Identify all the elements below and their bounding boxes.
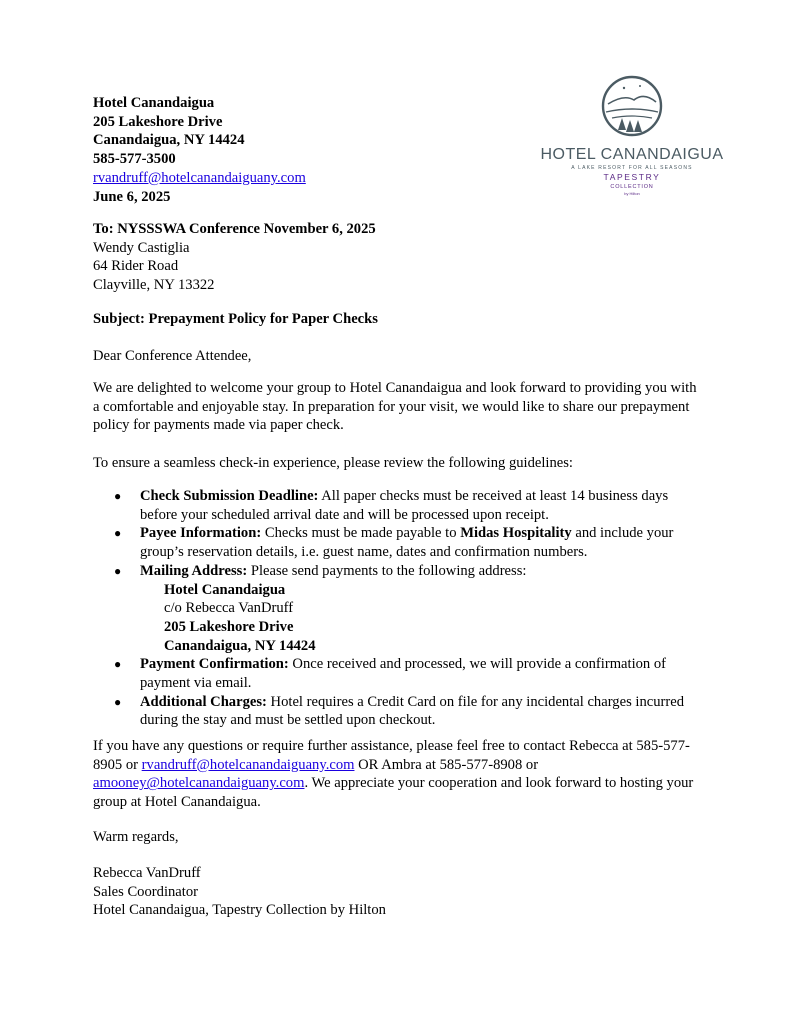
list-item [93,562,703,656]
signature-org: Hotel Canandaigua, Tapestry Collection by Hilton [93,902,386,919]
payee-name: Midas Hospitality [460,525,572,542]
logo-name: HOTEL CANANDAIGUA [540,146,724,163]
signature-block [93,864,703,920]
list-item [93,524,703,561]
mail-street: 205 Lakeshore Drive [164,618,294,635]
logo-hilton: by Hilton [624,191,640,196]
guidelines-list [93,487,703,730]
list-item [93,655,703,692]
signoff: Warm regards, [93,829,179,845]
to-line: To: NYSSSWA Conference November 6, 2025 [93,221,376,237]
mail-name: Hotel Canandaigua [164,581,286,598]
sender-street: 205 Lakeshore Drive [93,113,223,130]
payee-title: Payee Information: [140,525,262,542]
sender-city: Canandaigua, NY 14424 [93,132,245,149]
bullet-icon: ● [114,694,122,709]
guidelines-intro: To ensure a seamless check-in experience, please review the following guidelines: [93,455,573,471]
sender-name: Hotel Canandaigua [93,95,215,111]
logo-tagline: A LAKE RESORT FOR ALL SEASONS [571,165,693,171]
closing-text-1: If you have any questions or require further assistance, please feel free to contact Rebecca at 585-577- 8905 or [93,738,690,773]
mailing-text: Please send payments to the following address: [247,562,527,579]
hotel-logo-graphic [532,74,732,204]
payee-text-2: and include your group’s reservation details, i.e. guest name, dates and confirmation numbers. [140,525,674,561]
letter-date: June 6, 2025 [93,188,171,205]
mail-co: c/o Rebecca VanDruff [164,600,294,617]
subject-line: Subject: Prepayment Policy for Paper Checks [93,311,378,327]
mail-city: Canandaigua, NY 14424 [164,637,316,654]
logo-tapestry: TAPESTRY [603,172,661,182]
deadline-title: Check Submission Deadline: [140,488,319,504]
charges-title: Additional Charges: [140,693,267,710]
closing-paragraph [93,737,703,812]
ambra-email-link[interactable]: amooney@hotelcanandaiguany.com [93,775,305,792]
charges-text: Hotel requires a Credit Card on file for any incidental charges incurred during the stay and must be settled upon checkout. [140,693,685,729]
hotel-logo [532,74,732,204]
confirm-title: Payment Confirmation: [140,656,289,673]
intro-paragraph: We are delighted to welcome your group to Hotel Canandaigua and look forward to providing you with a comfortable and enjoyable stay. In preparation for your visit, we would like to share our prepayment policy for payments made via paper check. [93,380,697,434]
mailing-title: Mailing Address: [140,562,248,579]
bullet-icon: ● [114,563,122,578]
logo-collection: COLLECTION [610,184,654,190]
salutation: Dear Conference Attendee, [93,348,252,364]
bullet-icon: ● [114,526,122,541]
signature-name: Rebecca VanDruff [93,865,201,881]
bullet-icon: ● [114,489,122,503]
payee-text: Checks must be made payable to [261,525,461,542]
closing-text-3: . We appreciate your cooperation and look forward to hosting your group at Hotel Canandaigua. [93,775,694,811]
rebecca-email-link[interactable]: rvandruff@hotelcanandaiguany.com [141,756,355,773]
recipient-street: 64 Rider Road [93,258,179,275]
signature-title: Sales Coordinator [93,883,198,900]
sender-phone: 585-577-3500 [93,151,176,168]
recipient-name: Wendy Castiglia [93,239,190,256]
closing-text-2: OR Ambra at 585-577-8908 or [354,756,539,773]
deadline-text: All paper checks must be received at least 14 business days before your scheduled arrival date and will be processed upon receipt. [140,488,669,523]
sender-email-link[interactable]: rvandruff@hotelcanandaiguany.com [93,169,306,186]
recipient-city: Clayville, NY 13322 [93,277,215,294]
bullet-icon: ● [114,657,122,672]
recipient-block [93,220,376,295]
list-item [93,693,703,730]
list-item [93,487,703,524]
sender-block [93,94,306,206]
confirm-text: Once received and processed, we will provide a confirmation of payment via email. [140,656,667,692]
